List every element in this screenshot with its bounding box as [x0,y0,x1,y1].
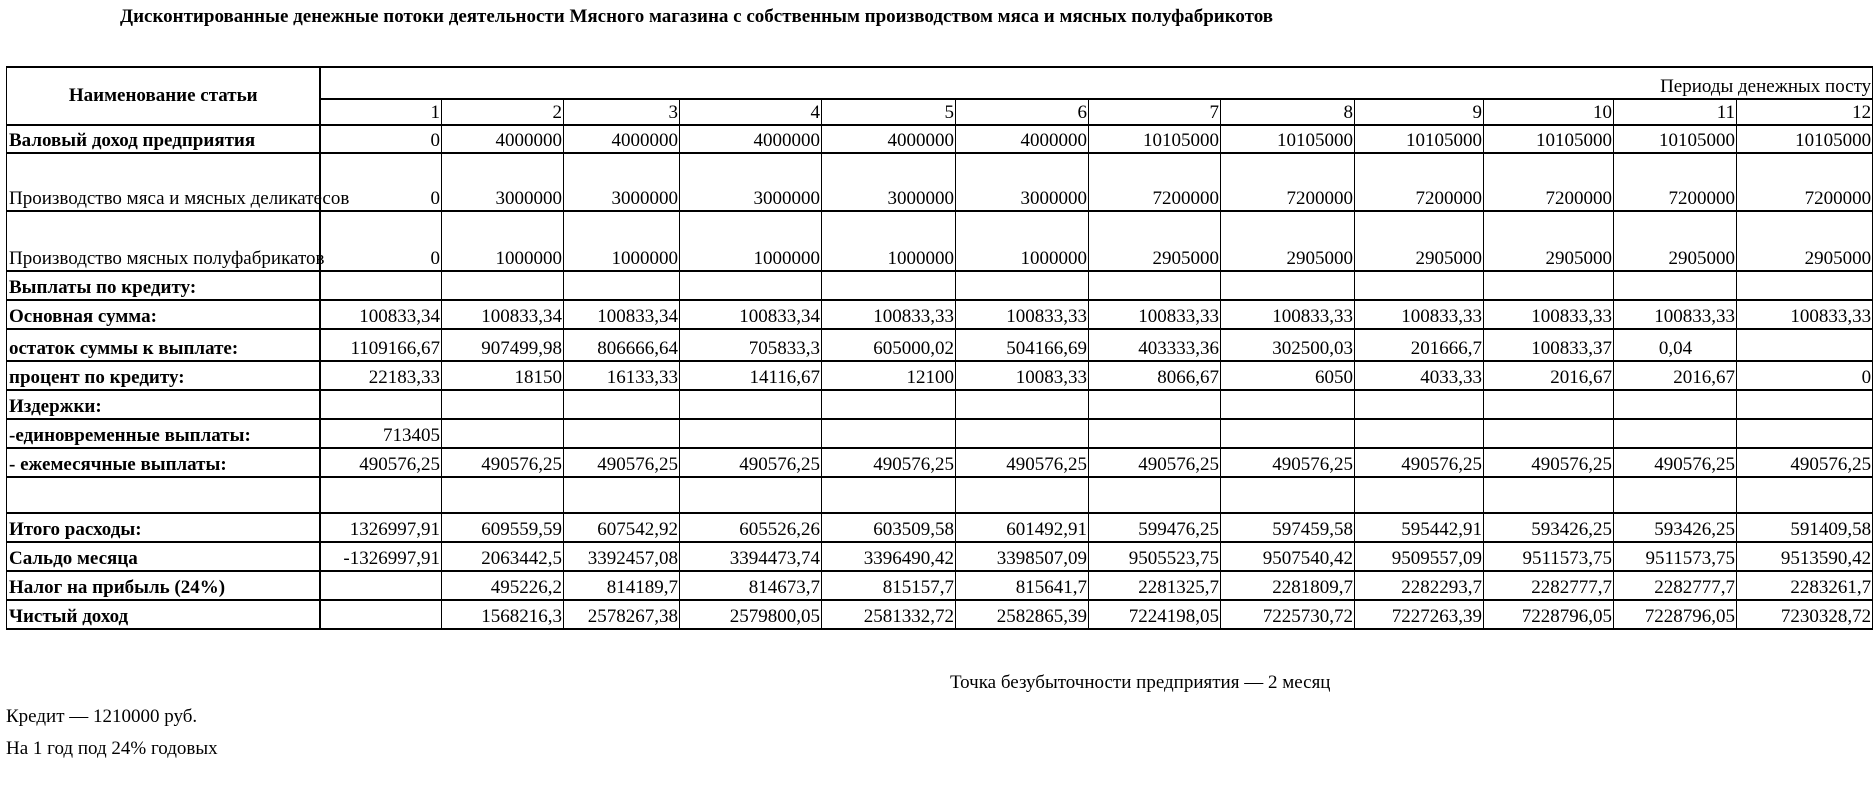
table-cell: 1000000 [564,211,680,271]
row-empty [7,477,1873,513]
table-cell: 100833,33 [822,300,956,329]
table-cell: 595442,91 [1355,513,1484,542]
period-number: 9 [1355,99,1484,125]
period-number: 1 [320,99,442,125]
table-cell [956,477,1089,513]
table-cell: 100833,34 [442,300,564,329]
table-cell: 3392457,08 [564,542,680,571]
table-cell: 100833,37 [1484,329,1614,361]
row-label: остаток суммы к выплате: [7,329,320,361]
row-label: -единовременные выплаты: [7,419,320,448]
table-cell [680,477,822,513]
table-cell: 2581332,72 [822,600,956,629]
row-one-time-payments [7,419,1873,448]
row-label: процент по кредиту: [7,361,320,390]
credit-amount-note: Кредит — 1210000 руб. [6,706,198,727]
table-cell: 3000000 [822,153,956,211]
table-cell: 490576,25 [822,448,956,477]
table-cell: 814673,7 [680,571,822,600]
table-cell: 609559,59 [442,513,564,542]
credit-terms-note: На 1 год под 24% годовых [6,738,218,759]
table-cell: 14116,67 [680,361,822,390]
table-cell: 100833,33 [1221,300,1355,329]
table-cell: 9511573,75 [1484,542,1614,571]
table-cell: 7200000 [1484,153,1614,211]
table-cell: 591409,58 [1737,513,1873,542]
table-cell: 490576,25 [956,448,1089,477]
table-cell [320,600,442,629]
period-number: 3 [564,99,680,125]
table-cell: 593426,25 [1484,513,1614,542]
row-costs [7,390,1873,419]
table-cell [1737,419,1873,448]
table-cell: 1000000 [956,211,1089,271]
table-cell: 4000000 [442,125,564,153]
table-cell [1221,390,1355,419]
row-label: Чистый доход [7,600,320,629]
table-cell [822,390,956,419]
table-cell: 2905000 [1089,211,1221,271]
table-cell: 9513590,42 [1737,542,1873,571]
row-label: Производство мясных полуфабрикатов [7,211,320,271]
row-label: Выплаты по кредиту: [7,271,320,300]
table-cell [442,390,564,419]
table-cell: 2281325,7 [1089,571,1221,600]
row-label [7,477,320,513]
row-credit-payments [7,271,1873,300]
table-cell [564,390,680,419]
table-cell [1614,390,1737,419]
table-cell: 100833,33 [1737,300,1873,329]
table-cell: 490576,25 [1089,448,1221,477]
table-cell [1089,419,1221,448]
table-cell [442,419,564,448]
table-cell: 2579800,05 [680,600,822,629]
table-cell [680,271,822,300]
table-cell: 12100 [822,361,956,390]
table-cell: 1568216,3 [442,600,564,629]
table-cell: 0 [1737,361,1873,390]
table-cell [564,271,680,300]
row-label: Валовый доход предприятия [7,125,320,153]
table-cell: 2283261,7 [1737,571,1873,600]
row-meat-production [7,153,1873,211]
table-cell: 2905000 [1614,211,1737,271]
table-cell: 18150 [442,361,564,390]
table-cell: 100833,33 [1089,300,1221,329]
table-cell [680,390,822,419]
table-cell: 100833,34 [320,300,442,329]
period-number: 10 [1484,99,1614,125]
period-number: 8 [1221,99,1355,125]
table-cell: 3000000 [956,153,1089,211]
table-cell: 490576,25 [320,448,442,477]
row-label: Издержки: [7,390,320,419]
table-cell [1355,390,1484,419]
table-cell: 2905000 [1484,211,1614,271]
table-cell: 9509557,09 [1355,542,1484,571]
table-cell: 2281809,7 [1221,571,1355,600]
table-cell: 0,04 [1614,329,1737,361]
table-cell: 0 [320,125,442,153]
period-number: 12 [1737,99,1873,125]
table-cell [1614,477,1737,513]
table-cell: 490576,25 [564,448,680,477]
table-cell: 7230328,72 [1737,600,1873,629]
table-cell [1221,419,1355,448]
table-cell [442,271,564,300]
table-cell [1221,271,1355,300]
table-cell: 6050 [1221,361,1355,390]
table-cell: 4000000 [956,125,1089,153]
table-cell: 100833,34 [564,300,680,329]
table-cell: 490576,25 [1737,448,1873,477]
table-cell [1355,419,1484,448]
header-periods-title: Периоды денежных посту [320,67,1873,99]
table-cell [320,477,442,513]
breakeven-note: Точка безубыточности предприятия — 2 месяц [950,672,1331,693]
table-cell: 7200000 [1221,153,1355,211]
table-cell: 490576,25 [1484,448,1614,477]
table-cell [1484,390,1614,419]
table-cell: 10105000 [1089,125,1221,153]
period-number: 4 [680,99,822,125]
period-number: 11 [1614,99,1737,125]
table-cell [822,477,956,513]
row-principal [7,300,1873,329]
table-cell: 10083,33 [956,361,1089,390]
table-cell: -1326997,91 [320,542,442,571]
row-remaining-balance [7,329,1873,361]
table-cell: 7228796,05 [1484,600,1614,629]
table-cell: 3398507,09 [956,542,1089,571]
table-cell: 907499,98 [442,329,564,361]
table-cell: 490576,25 [442,448,564,477]
table-cell [956,390,1089,419]
table-cell: 7200000 [1614,153,1737,211]
table-cell [822,271,956,300]
table-cell [1614,419,1737,448]
table-cell: 9505523,75 [1089,542,1221,571]
table-cell: 705833,3 [680,329,822,361]
table-cell [320,571,442,600]
table-cell: 7200000 [1089,153,1221,211]
row-monthly-payments [7,448,1873,477]
table-cell [320,271,442,300]
row-total-expenses [7,513,1873,542]
table-cell: 10105000 [1737,125,1873,153]
table-cell [442,477,564,513]
table-cell: 4000000 [564,125,680,153]
table-cell: 9507540,42 [1221,542,1355,571]
row-profit-tax [7,571,1873,600]
row-label: Сальдо месяца [7,542,320,571]
table-cell: 2282293,7 [1355,571,1484,600]
table-cell [1484,477,1614,513]
table-cell: 7227263,39 [1355,600,1484,629]
table-cell [1089,271,1221,300]
cash-flow-table-container [6,66,1872,630]
table-cell: 100833,33 [1484,300,1614,329]
table-cell: 713405 [320,419,442,448]
table-cell: 403333,36 [1089,329,1221,361]
table-cell: 10105000 [1221,125,1355,153]
table-cell: 2063442,5 [442,542,564,571]
table-cell: 16133,33 [564,361,680,390]
period-number: 7 [1089,99,1221,125]
table-cell [956,271,1089,300]
table-cell: 2905000 [1355,211,1484,271]
table-cell [1221,477,1355,513]
table-cell: 603509,58 [822,513,956,542]
table-cell [1355,271,1484,300]
table-cell: 2905000 [1737,211,1873,271]
table-cell: 100833,34 [680,300,822,329]
table-cell [822,419,956,448]
table-cell: 2578267,38 [564,600,680,629]
cash-flow-table [6,66,1873,630]
table-cell: 504166,69 [956,329,1089,361]
row-interest [7,361,1873,390]
row-monthly-balance [7,542,1873,571]
table-cell: 490576,25 [1614,448,1737,477]
table-cell: 495226,2 [442,571,564,600]
row-net-income [7,600,1873,629]
table-cell: 22183,33 [320,361,442,390]
table-cell: 3000000 [442,153,564,211]
document-title: Дисконтированные денежные потоки деятельности Мясного магазина с собственным производством мяса и мясных полуфабрикотов [120,6,1274,27]
table-cell [1089,390,1221,419]
table-cell: 1000000 [680,211,822,271]
row-label: Итого расходы: [7,513,320,542]
table-cell: 7200000 [1355,153,1484,211]
table-cell: 2016,67 [1614,361,1737,390]
table-cell [1737,477,1873,513]
table-cell: 605526,26 [680,513,822,542]
table-cell: 814189,7 [564,571,680,600]
table-cell: 1109166,67 [320,329,442,361]
table-cell: 4000000 [822,125,956,153]
table-cell: 7225730,72 [1221,600,1355,629]
table-cell [564,477,680,513]
table-cell: 4033,33 [1355,361,1484,390]
table-cell: 490576,25 [1221,448,1355,477]
table-cell: 100833,33 [1614,300,1737,329]
table-cell: 100833,33 [956,300,1089,329]
table-cell: 3000000 [564,153,680,211]
table-cell [680,419,822,448]
table-cell: 2016,67 [1484,361,1614,390]
table-cell: 2582865,39 [956,600,1089,629]
table-cell: 2905000 [1221,211,1355,271]
table-cell [1484,419,1614,448]
table-cell: 7200000 [1737,153,1873,211]
table-cell: 1000000 [822,211,956,271]
row-label: Производство мяса и мясных деликатесов [7,153,320,211]
table-cell: 10105000 [1484,125,1614,153]
period-number: 2 [442,99,564,125]
table-cell: 490576,25 [680,448,822,477]
row-gross-revenue [7,125,1873,153]
table-cell: 10105000 [1614,125,1737,153]
table-cell [320,390,442,419]
table-cell [1089,477,1221,513]
table-cell: 0 [320,211,442,271]
table-cell: 1326997,91 [320,513,442,542]
table-cell: 490576,25 [1355,448,1484,477]
table-cell [1355,477,1484,513]
table-cell: 7228796,05 [1614,600,1737,629]
table-cell: 597459,58 [1221,513,1355,542]
table-cell: 3394473,74 [680,542,822,571]
table-cell: 2282777,7 [1484,571,1614,600]
row-semi-finished-production [7,211,1873,271]
table-cell: 3000000 [680,153,822,211]
table-cell: 8066,67 [1089,361,1221,390]
table-cell: 806666,64 [564,329,680,361]
row-label: - ежемесячные выплаты: [7,448,320,477]
table-cell: 2282777,7 [1614,571,1737,600]
table-cell: 601492,91 [956,513,1089,542]
table-cell [1737,271,1873,300]
table-cell [1737,329,1873,361]
table-cell: 815157,7 [822,571,956,600]
row-label: Основная сумма: [7,300,320,329]
table-cell: 9511573,75 [1614,542,1737,571]
header-item-name: Наименование статьи [7,67,320,125]
table-cell: 593426,25 [1614,513,1737,542]
table-cell [1484,271,1614,300]
table-cell: 605000,02 [822,329,956,361]
table-cell: 607542,92 [564,513,680,542]
table-cell: 599476,25 [1089,513,1221,542]
period-number: 6 [956,99,1089,125]
row-label: Налог на прибыль (24%) [7,571,320,600]
table-cell [1614,271,1737,300]
table-cell: 0 [320,153,442,211]
table-cell: 10105000 [1355,125,1484,153]
table-cell [956,419,1089,448]
table-cell: 815641,7 [956,571,1089,600]
table-cell: 1000000 [442,211,564,271]
table-cell [1737,390,1873,419]
table-cell: 302500,03 [1221,329,1355,361]
table-cell: 7224198,05 [1089,600,1221,629]
table-cell: 3396490,42 [822,542,956,571]
table-cell [564,419,680,448]
period-number: 5 [822,99,956,125]
table-cell: 201666,7 [1355,329,1484,361]
table-cell: 4000000 [680,125,822,153]
table-cell: 100833,33 [1355,300,1484,329]
